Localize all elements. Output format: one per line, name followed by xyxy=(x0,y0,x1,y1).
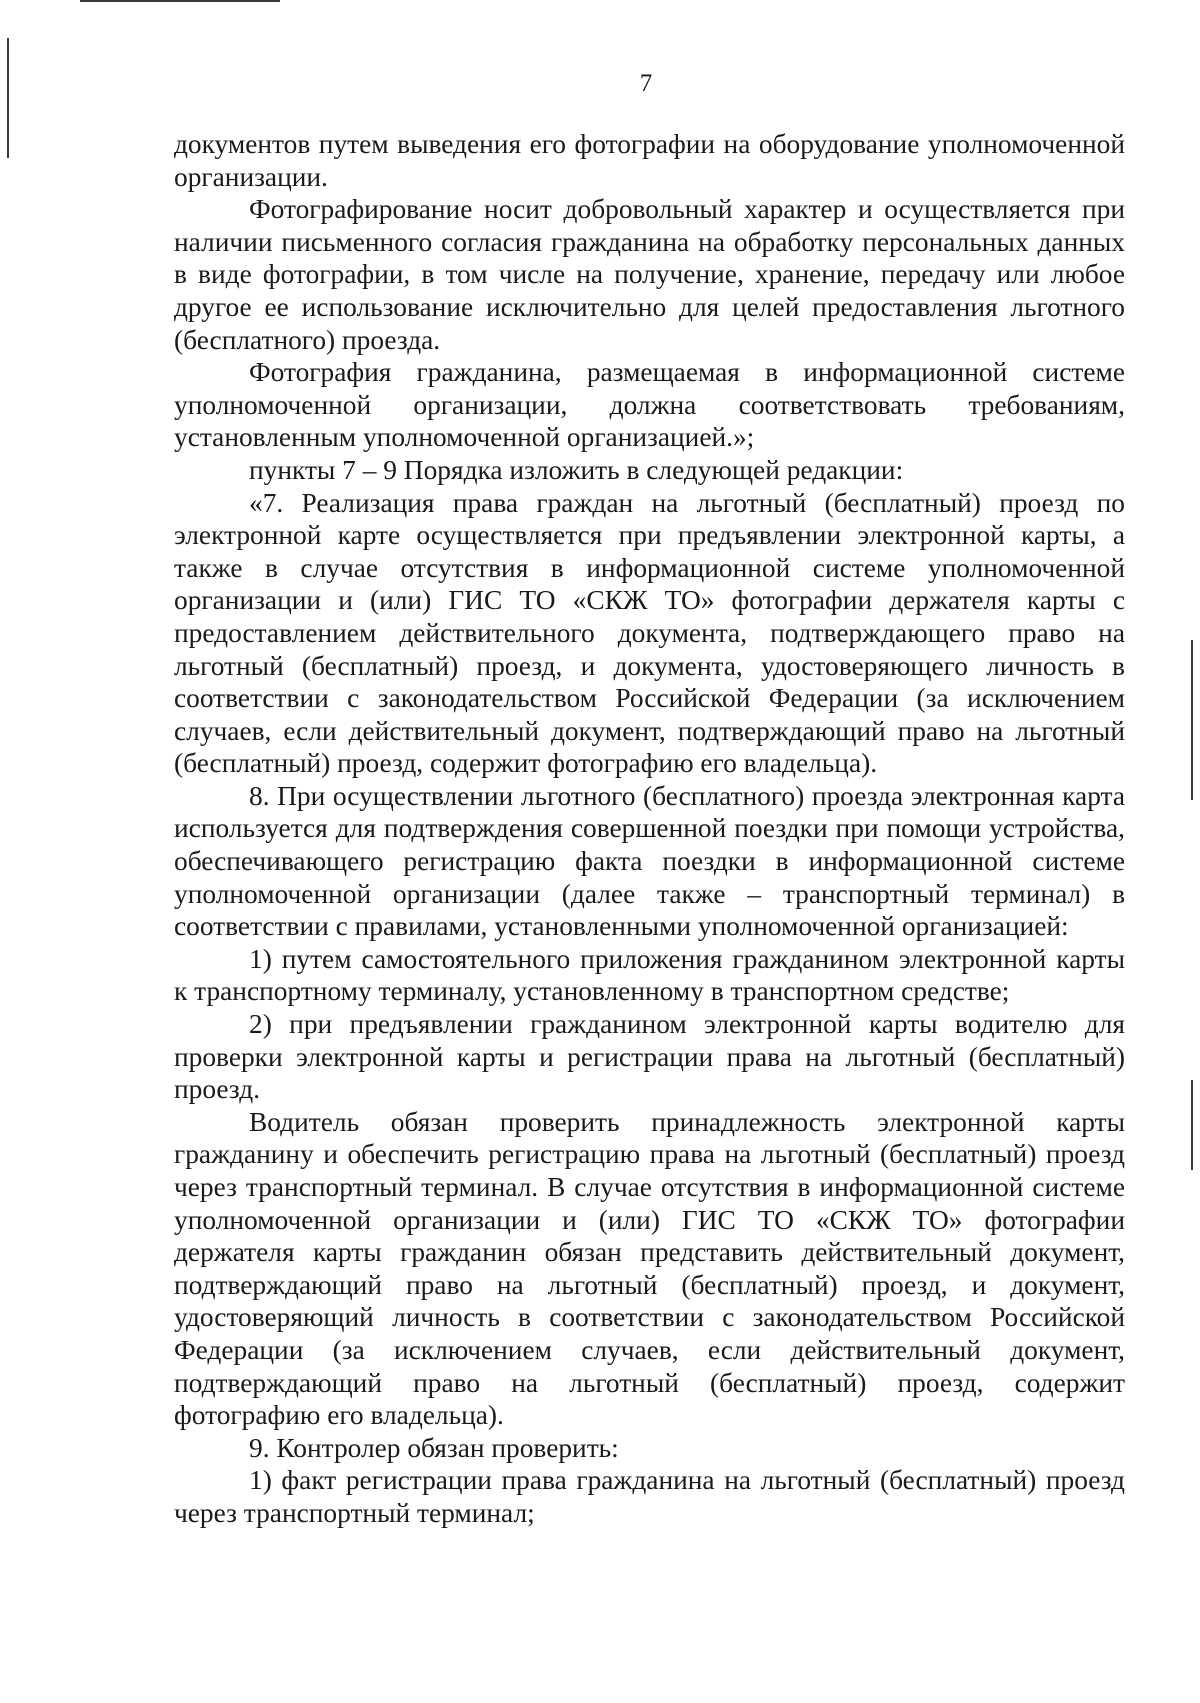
page-number: 7 xyxy=(639,70,653,97)
paragraph: «7. Реализация права граждан на льготный (бесплатный) проезд по электронной карте осуществляется при предъявлении электронной карты, а также в случае отсутствия в информационной системе уполномоченной организации и (или) ГИС ТО «СКЖ ТО» фотографии держателя карты с предоставлением действительного документа, подтверждающего право на льготный (бесплатный) проезд, и документа, удостоверяющего личность в соответствии с законодательством Российской Федерации (за исключением случаев, если действительный документ, подтверждающий право на льготный (бесплатный) проезд, содержит фотографию его владельца). xyxy=(174,487,1125,779)
scan-edge-mark xyxy=(80,0,280,2)
paragraph: 1) факт регистрации права гражданина на льготный (бесплатный) проезд через транспортный терминал; xyxy=(174,1465,1125,1528)
paragraph: 9. Контролер обязан проверить: xyxy=(249,1432,619,1463)
scan-edge-mark xyxy=(1191,1080,1193,1170)
paragraph: пункты 7 – 9 Порядка изложить в следующей редакции: xyxy=(249,454,904,485)
paragraph: документов путем выведения его фотографии на оборудование уполномоченной организации. xyxy=(174,129,1125,192)
document-body xyxy=(174,128,1125,1530)
paragraph: 2) при предъявлении гражданином электронной карты водителю для проверки электронной карты и регистрации права на льготный (бесплатный) проезд. xyxy=(174,1009,1125,1105)
scan-edge-mark xyxy=(1191,640,1193,800)
paragraph: Водитель обязан проверить принадлежность электронной карты гражданину и обеспечить регистрацию права на льготный (бесплатный) проезд через транспортный терминал. В случае отсутствия в информационной системе уполномоченной организации и (или) ГИС ТО «СКЖ ТО» фотографии держателя карты гражданин обязан представить действительный документ, подтверждающий право на льготный (бесплатный) проезд, и документ, удостоверяющий личность в соответствии с законодательством Российской Федерации (за исключением случаев, если действительный документ, подтверждающий право на льготный (бесплатный) проезд, содержит фотографию его владельца). xyxy=(174,1106,1125,1431)
paragraph: Фотография гражданина, размещаемая в информационной системе уполномоченной организации, должна соответствовать требованиям, установленным уполномоченной организацией.»; xyxy=(174,357,1125,453)
scan-edge-mark xyxy=(7,38,9,158)
paragraph: Фотографирование носит добровольный характер и осуществляется при наличии письменного согласия гражданина на обработку персональных данных в виде фотографии, в том числе на получение, хранение, передачу или любое другое ее использование исключительно для целей предоставления льготного (бесплатного) проезда. xyxy=(174,194,1125,355)
paragraph: 8. При осуществлении льготного (бесплатного) проезда электронная карта используется для подтверждения совершенной поездки при помощи устройства, обеспечивающего регистрацию факта поездки в информационной системе уполномоченной организации (далее также – транспортный терминал) в соответствии с правилами, установленными уполномоченной организацией: xyxy=(174,780,1125,942)
paragraph: 1) путем самостоятельного приложения гражданином электронной карты к транспортному терминалу, установленному в транспортном средстве; xyxy=(174,943,1125,1007)
